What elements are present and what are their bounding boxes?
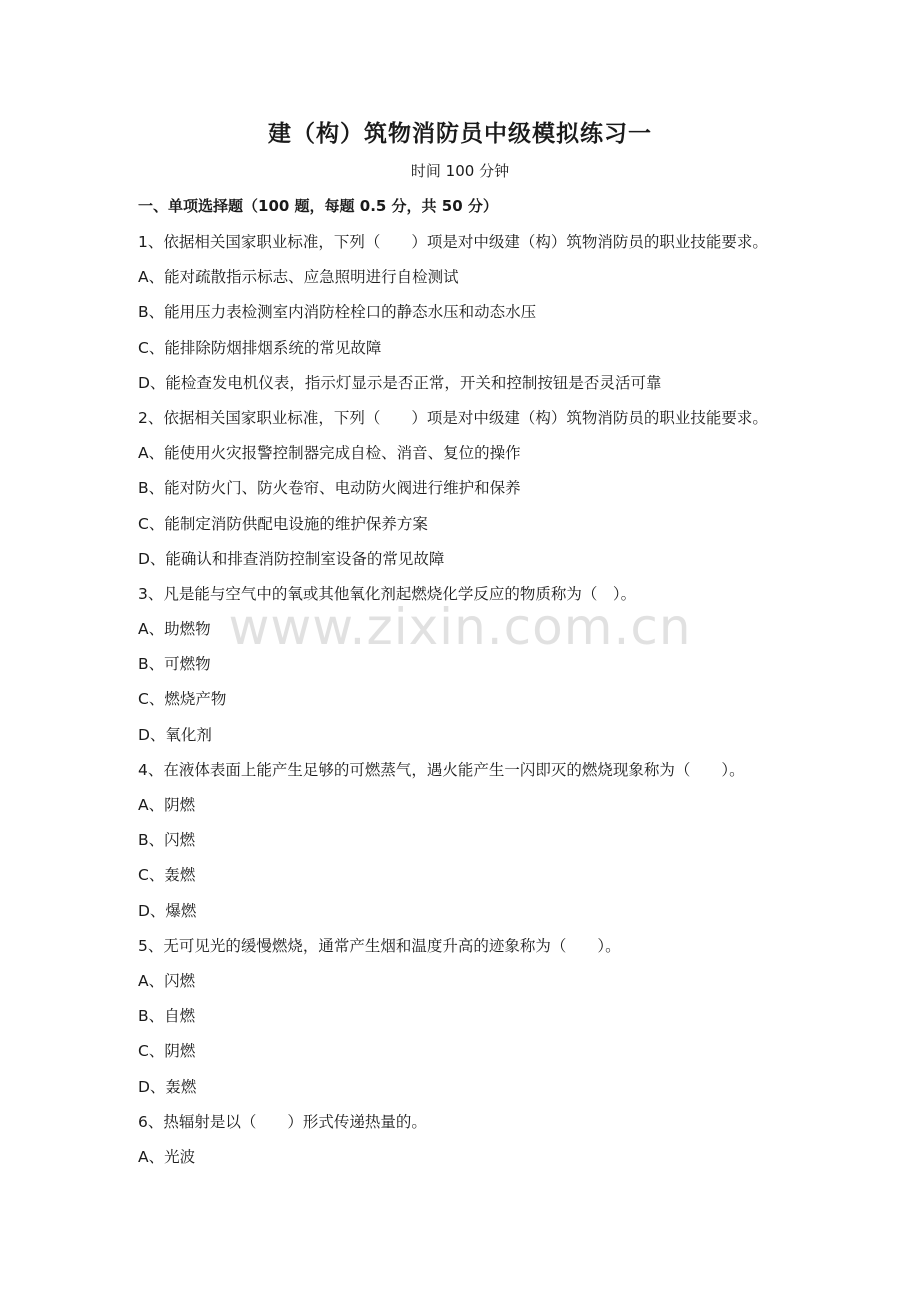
question-1-option-b: B、能用压力表检测室内消防栓栓口的静态水压和动态水压 xyxy=(138,303,537,322)
question-4-stem: 4、在液体表面上能产生足够的可燃蒸气，遇火能产生一闪即灭的燃烧现象称为（ ）。 xyxy=(138,760,745,779)
question-5-option-d: D、轰燃 xyxy=(138,1077,197,1096)
question-1-stem: 1、依据相关国家职业标准，下列（ ）项是对中级建（构）筑物消防员的职业技能要求。 xyxy=(138,233,768,251)
question-5-option-c: C、阴燃 xyxy=(138,1042,196,1061)
question-5-option-a: A、闪燃 xyxy=(138,971,196,990)
question-4-option-c: C、轰燃 xyxy=(138,866,196,885)
question-4-option-b: B、闪燃 xyxy=(138,831,196,850)
question-3-stem: 3、凡是能与空气中的氧或其他氧化剂起燃烧化学反应的物质称为（ ）。 xyxy=(138,584,637,603)
watermark: www.zixin.com.cn xyxy=(228,598,692,656)
document-title: 建（构）筑物消防员中级模拟练习一 xyxy=(268,121,652,147)
question-6-stem: 6、热辐射是以（ ）形式传递热量的。 xyxy=(138,1112,427,1131)
question-6-option-a: A、光波 xyxy=(138,1147,196,1166)
question-2-option-c: C、能制定消防供配电设施的维护保养方案 xyxy=(138,514,428,533)
question-3-option-c: C、燃烧产物 xyxy=(138,690,227,709)
question-3-option-d: D、氧化剂 xyxy=(138,725,212,744)
question-3-option-b: B、可燃物 xyxy=(138,655,211,674)
question-2-stem: 2、依据相关国家职业标准，下列（ ）项是对中级建（构）筑物消防员的职业技能要求。 xyxy=(138,408,768,427)
question-1-option-c: C、能排除防烟排烟系统的常见故障 xyxy=(138,338,382,357)
question-2-option-a: A、能使用火灾报警控制器完成自检、消音、复位的操作 xyxy=(138,444,521,463)
question-2-option-d: D、能确认和排查消防控制室设备的常见故障 xyxy=(138,549,445,568)
question-5-option-b: B、自燃 xyxy=(138,1007,196,1026)
question-1-option-d: D、能检查发电机仪表，指示灯显示是否正常，开关和控制按钮是否灵活可靠 xyxy=(138,373,662,392)
question-2-option-b: B、能对防火门、防火卷帘、电动防火阀进行维护和保养 xyxy=(138,479,521,498)
question-3-option-a: A、助燃物 xyxy=(138,620,211,639)
question-4-option-a: A、阴燃 xyxy=(138,796,196,814)
question-list xyxy=(138,229,838,1179)
question-1-option-a: A、能对疏散指示标志、应急照明进行自检测试 xyxy=(138,268,459,287)
section-header: 一、单项选择题（100 题，每题 0.5 分，共 50 分） xyxy=(138,197,498,215)
question-4-option-d: D、爆燃 xyxy=(138,901,197,920)
question-5-stem: 5、无可见光的缓慢燃烧，通常产生烟和温度升高的迹象称为（ ）。 xyxy=(138,936,621,955)
exam-duration: 时间 100 分钟 xyxy=(410,162,510,180)
